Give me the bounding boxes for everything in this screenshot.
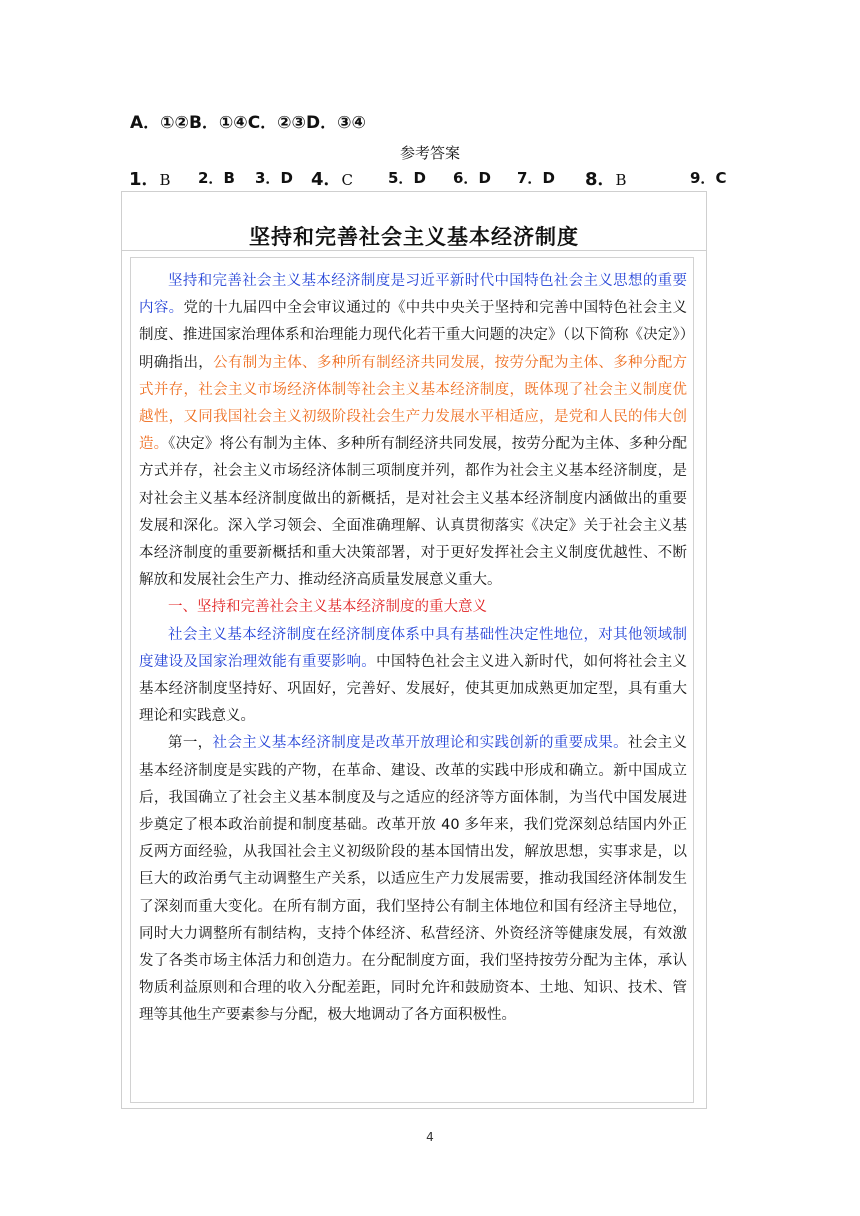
answer-key-heading: 参考答案 [399,144,460,162]
answer-number: 7． [517,169,543,187]
paragraph-significance [139,622,687,731]
answer-number: 6． [453,169,479,187]
highlight-blue: 社会主义基本经济制度在经济制度体系中具有基础性决定性地位，对其他领域制度建设及国家治理效能有重要影响。 [139,626,687,670]
answer-value: B [159,171,171,189]
article-body [139,268,687,1030]
highlight-blue: 社会主义基本经济制度是改革开放理论和实践创新的重要成果。 [212,735,628,752]
answer-value: D [280,169,293,187]
answer-item [690,167,726,188]
page-number: 4 [426,1130,434,1144]
article-title-box [121,191,707,251]
question-options: A．①②B．①④C．②③D．③④ [130,113,366,133]
highlight-orange: 公有制为主体、多种所有制经济共同发展，按劳分配为主体、多种分配方式并存，社会主义市场经济体制等社会主义基本经济制度，既体现了社会主义制度优越性，又同我国社会主义初级阶段社会生产力发展水平相适应，是党和人民的伟大创造。 [139,354,688,453]
body-text: 社会主义基本经济制度是实践的产物，在革命、建设、改革的实践中形成和确立。新中国成立后，我国确立了社会主义基本制度及与之适应的经济等方面体制，为当代中国发展进步奠定了根本政治前提和制度基础。改革开放 40 多年来，我们党深刻总结国内外正反两方面经验，从我国社会主义初级阶段的基本国情出发，解放思想，实事求是，以巨大的政治勇气主动调整生产关系，以适应生产力发展需要，推动我国经济体制发生了深刻而重大变化。在所有制方面，我们坚持公有制主体地位和国有经济主导地位，同时大力调整所有制结构，支持个体经济、私营经济、外资经济等健康发展，有效激发了各类市场主体活力和创造力。在分配制度方面，我们坚持按劳分配为主体，承认物质利益原则和合理的收入分配差距，同时允许和鼓励资本、土地、知识、技术、管理等其他生产要素参与分配，极大地调动了各方面积极性。 [139,735,687,1024]
body-text: 《决定》将公有制为主体、多种所有制经济共同发展，按劳分配为主体、多种分配方式并存，社会主义市场经济体制三项制度并列，都作为社会主义基本经济制度，是对社会主义基本经济制度做出的新概括，是对社会主义基本经济制度内涵做出的重要发展和深化。深入学习领会、全面准确理解、认真贯彻落实《决定》关于社会主义基本经济制度的重要新概括和重大决策部署，对于更好发挥社会主义制度优越性、不断解放和发展社会生产力、推动经济高质量发展意义重大。 [139,436,688,589]
answer-value: D [413,169,426,187]
paragraph-first-point [139,730,687,1029]
section-heading: 一、坚持和完善社会主义基本经济制度的重大意义 [168,599,487,616]
answer-number: 5． [388,169,414,187]
answer-value: D [542,169,555,187]
body-text: 党的十九届四中全会审议通过的《中共中央关于坚持和完善中国特色社会主义制度、推进国家治理体系和治理能力现代化若干重大问题的决定》（以下简称《决定》）明确指出， [139,300,688,371]
body-text: 中国特色社会主义进入新时代，如何将社会主义基本经济制度坚持好、巩固好，完善好、发展好，使其更加成熟更加定型，具有重大理论和实践意义。 [139,653,688,725]
answer-number: 1． [129,169,160,190]
answer-item [388,167,426,188]
paragraph-intro [139,268,687,594]
answer-value: B [223,169,235,187]
answer-item [255,167,293,188]
answer-key-row [0,167,860,189]
body-text: 第一， [168,735,213,752]
answer-number: 9． [690,169,716,187]
answer-item [129,165,171,191]
answer-item [585,165,627,191]
article-title: 坚持和完善社会主义基本经济制度 [249,225,579,249]
answer-value: B [615,171,627,189]
answer-number: 3． [255,169,281,187]
answer-item [517,167,555,188]
answer-number: 4． [311,169,342,190]
answer-item [198,167,235,188]
highlight-blue: 坚持和完善社会主义基本经济制度是习近平新时代中国特色社会主义思想的重要内容。 [139,273,687,317]
answer-number: 2． [198,169,224,187]
answer-value: C [341,171,354,189]
answer-number: 8． [585,169,616,190]
answer-item [453,167,491,188]
answer-value: C [715,169,727,187]
answer-value: D [478,169,491,187]
answer-item [311,165,353,191]
